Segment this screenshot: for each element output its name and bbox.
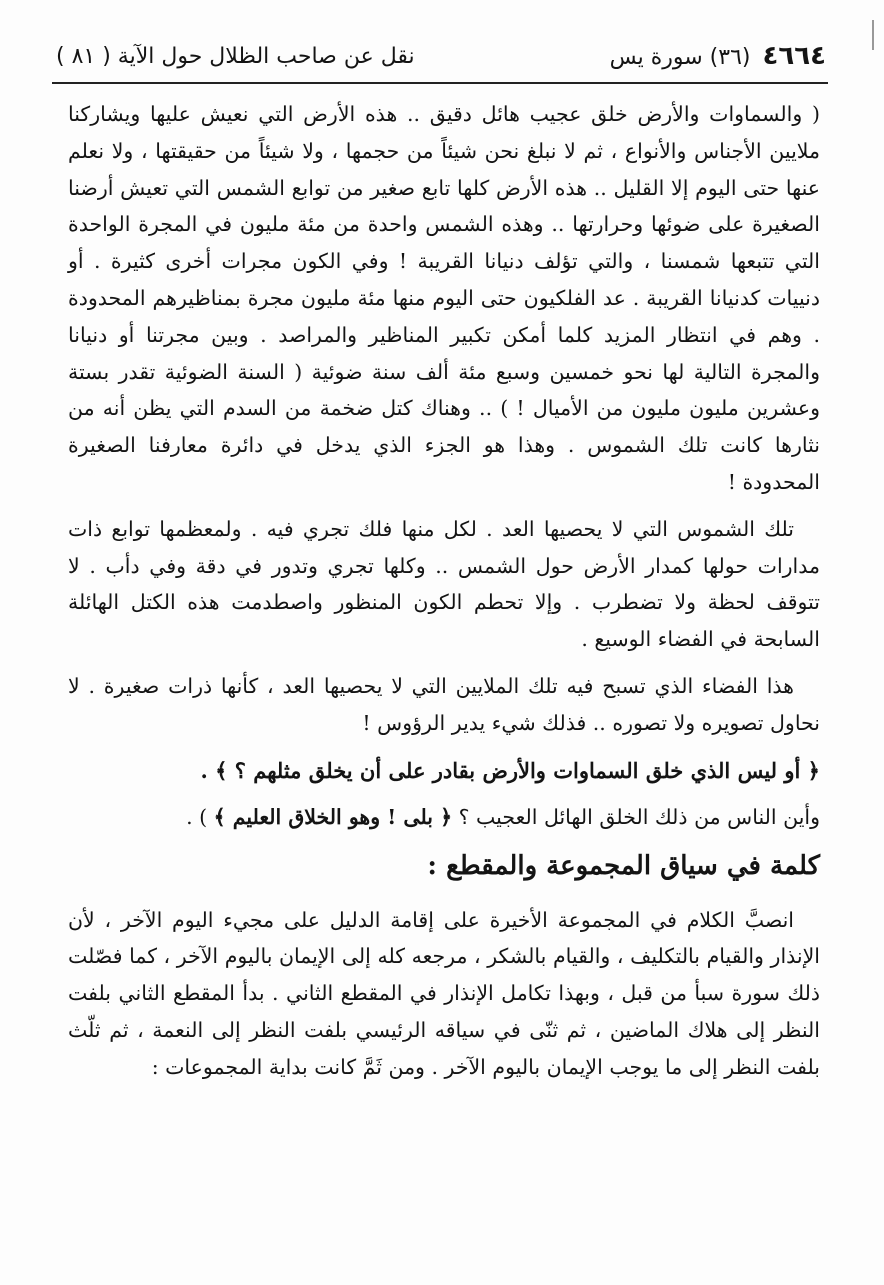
verse-followup (68, 798, 820, 836)
header-rule (52, 82, 828, 84)
paragraph-suns: تلك الشموس التي لا يحصيها العد . لكل منها فلك تجري فيه . ولمعظمها توابع ذات مدارات حولها كمدار الأرض حول الشمس .. وكلها تجري وتدور في دقة وفي دأب . لا تتوقف لحظة ولا تضطرب . وإلا تحطم الكون المنظور واصطدمت هذه الكتل الهائلة السابحة في الفضاء الوسيع . (68, 516, 820, 652)
paragraph-quote: ( والسماوات والأرض خلق عجيب هائل دقيق .. هذه الأرض التي نعيش عليها ويشاركنا ملايين الأجناس والأنواع ، ثم لا نبلغ نحن شيئاً من حجمها ، ولا شيئاً من حقيقتها ، ولا نعلم عنها حتى اليوم إلا القليل .. هذه الأرض كلها تابع صغير من توابع الشمس التي تعيش أرضنا الصغيرة على ضوئها وحرارتها .. وهذه الشمس واحدة من مئة مليون في المجرة الواحدة التي تتبعها شمسنا ، والتي تؤلف دنيانا القريبة ! وفي الكون مجرات أخرى كثيرة . أو دنييات كدنيانا القريبة . عد الفلكيون حتى اليوم منها مئة مليون مجرة بمناظيرهم المحدودة . وهم في انتظار المزيد كلما أمكن تكبير المناظير والمراصد . وبين مجرتنا أو دنيانا والمجرة التالية لها نحو خمسين وسبع مئة ألف سنة ضوئية ( السنة الضوئية تقدر بستة وعشرين مليون مليون من الأميال ! ) .. وهناك كتل ضخمة من السدم التي يظن أنه من نثارها كانت تلك الشموس . وهذا هو الجزء الذي يدخل في دائرة معارفنا الصغيرة المحدودة ! (68, 102, 820, 494)
surah-title: (٣٦) سورة يس (609, 45, 751, 70)
followup-prefix: وأين الناس من ذلك الخلق الهائل العجيب ؟ (458, 804, 820, 829)
page-header (56, 34, 826, 78)
section-heading: كلمة في سياق المجموعة والمقطع : (427, 850, 820, 881)
followup-suffix: ) . (186, 804, 208, 829)
header-right (610, 41, 826, 71)
margin-mark (872, 20, 882, 50)
paragraph-space: هذا الفضاء الذي تسبح فيه تلك الملايين التي لا يحصيها العد ، كأنها ذرات صغيرة . لا نحاول تصويره ولا تصوره .. فذلك شيء يدير الرؤوس ! (68, 673, 820, 735)
quran-verse: ﴿ أو ليس الذي خلق السماوات والأرض بقادر على أن يخلق مثلهم ؟ ﴾ . (200, 757, 820, 783)
page-number: ٤٦٦٤ (762, 41, 826, 71)
followup-answer: ﴿ بلى ! وهو الخلاق العليم ﴾ (213, 804, 453, 829)
section-note: نقل عن صاحب الظلال حول الآية ( ٨١ ) (56, 43, 415, 69)
body-text (68, 96, 820, 1096)
closing-paragraph: انصبَّ الكلام في المجموعة الأخيرة على إقامة الدليل على مجيء اليوم الآخر ، لأن الإنذار والقيام بالتكليف ، والقيام بالشكر ، مرجعه كله إلى الإيمان باليوم الآخر ، كما فصّلت ذلك سورة سبأ من قبل ، وبهذا تكامل الإنذار في المقطع الثاني . بدأ المقطع الثاني بلفت النظر إلى هلاك الماضين ، ثم ثنّى في سياقه الرئيسي بلفت النظر إلى النعمة ، ثم ثلّث بلفت النظر إلى ما يوجب الإيمان باليوم الآخر . ومن ثَمَّ كانت بداية المجموعات : (68, 907, 820, 1079)
